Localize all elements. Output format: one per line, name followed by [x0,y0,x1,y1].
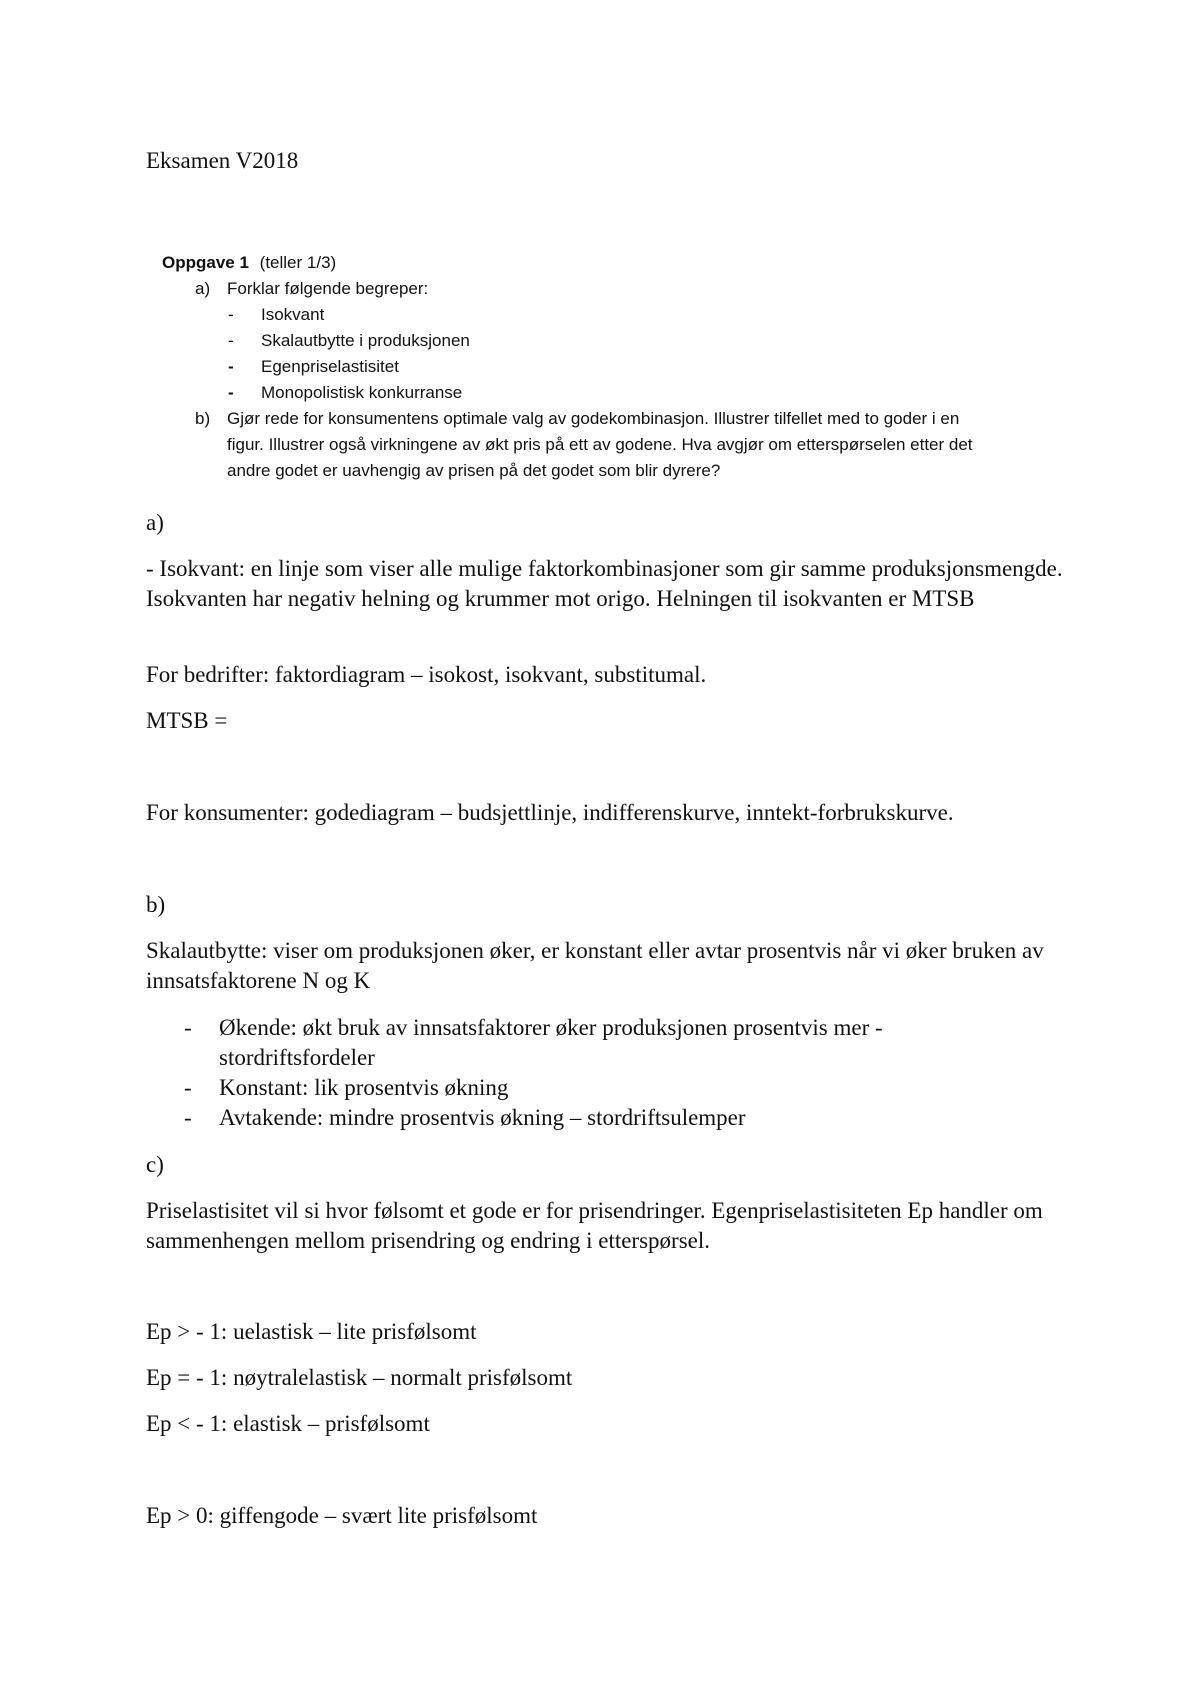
bullet-text: Økende: økt bruk av innsatsfaktorer øker produksjonen prosentvis mer - stordriftsfordeler [219,1015,883,1070]
mtsb-line: MTSB = [146,708,228,733]
ep-line: Ep = - 1: nøytralelastisk – normalt prisfølsomt [146,1365,573,1390]
page-title: Eksamen V2018 [146,148,299,173]
dash: - [184,1075,192,1100]
dash: - [228,331,234,350]
task-item-text: Monopolistisk konkurranse [261,383,463,402]
task-item [162,354,1062,380]
konsumenter-paragraph: For konsumenter: godediagram – budsjettlinje, indifferenskurve, inntekt-forbrukskurve. [146,800,954,825]
isokvant-paragraph: - Isokvant: en linje som viser alle mulige faktorkombinasjoner som gir samme produksjonsmengde. Isokvanten har negativ helning og krummer mot origo. Helningen til isokvanten er MTSB [146,556,1063,611]
task-weight: (teller 1/3) [259,253,337,272]
task-item-text: Isokvant [261,305,325,324]
dash: - [228,305,234,324]
task-box [162,250,1062,484]
bullet-text: Konstant: lik prosentvis økning [219,1075,509,1100]
bedrifter-paragraph: For bedrifter: faktordiagram – isokost, isokvant, substitumal. [146,662,707,687]
task-title-row [162,250,1062,276]
answer-b-heading: b) [146,892,166,917]
task-b-label: b) [195,409,211,428]
task-b-row [162,432,1062,458]
task-b-line: figur. Illustrer også virkningene av økt pris på ett av godene. Hva avgjør om etterspørselen etter det [227,435,973,454]
task-a-row [162,276,1062,302]
ep-line: Ep < - 1: elastisk – prisfølsomt [146,1411,430,1436]
dash: - [184,1015,192,1040]
task-b-row [162,458,1062,484]
dash: - [184,1105,192,1130]
ep-line: Ep > - 1: uelastisk – lite prisfølsomt [146,1319,477,1344]
task-a-label: a) [195,279,211,298]
skalautbytte-paragraph: Skalautbytte: viser om produksjonen øker, er konstant eller avtar prosentvis når vi øker bruken av innsatsfaktorene N og K [146,938,1044,993]
answer-a-heading: a) [146,510,164,535]
task-item-text: Egenpriselastisitet [261,357,399,376]
task-item [162,380,1062,406]
task-item-text: Skalautbytte i produksjonen [261,331,470,350]
answer-c-heading: c) [146,1152,164,1177]
task-item [162,302,1062,328]
task-a-text: Forklar følgende begreper: [227,279,429,298]
ep-giffen-line: Ep > 0: giffengode – svært lite prisfølsomt [146,1503,538,1528]
task-title: Oppgave 1 [162,253,249,272]
dash: - [228,383,234,402]
task-item [162,328,1062,354]
bullet-text: Avtakende: mindre prosentvis økning – stordriftsulemper [219,1105,746,1130]
task-b-row [162,406,1062,432]
dash: - [228,357,234,376]
task-b-line: Gjør rede for konsumentens optimale valg av godekombinasjon. Illustrer tilfellet med to goder i en [227,409,960,428]
priselastisitet-paragraph: Priselastisitet vil si hvor følsomt et gode er for prisendringer. Egenpriselastisiteten Ep handler om sammenhengen mellom prisendring og endring i etterspørsel. [146,1198,1043,1253]
task-b-line: andre godet er uavhengig av prisen på det godet som blir dyrere? [227,461,721,480]
